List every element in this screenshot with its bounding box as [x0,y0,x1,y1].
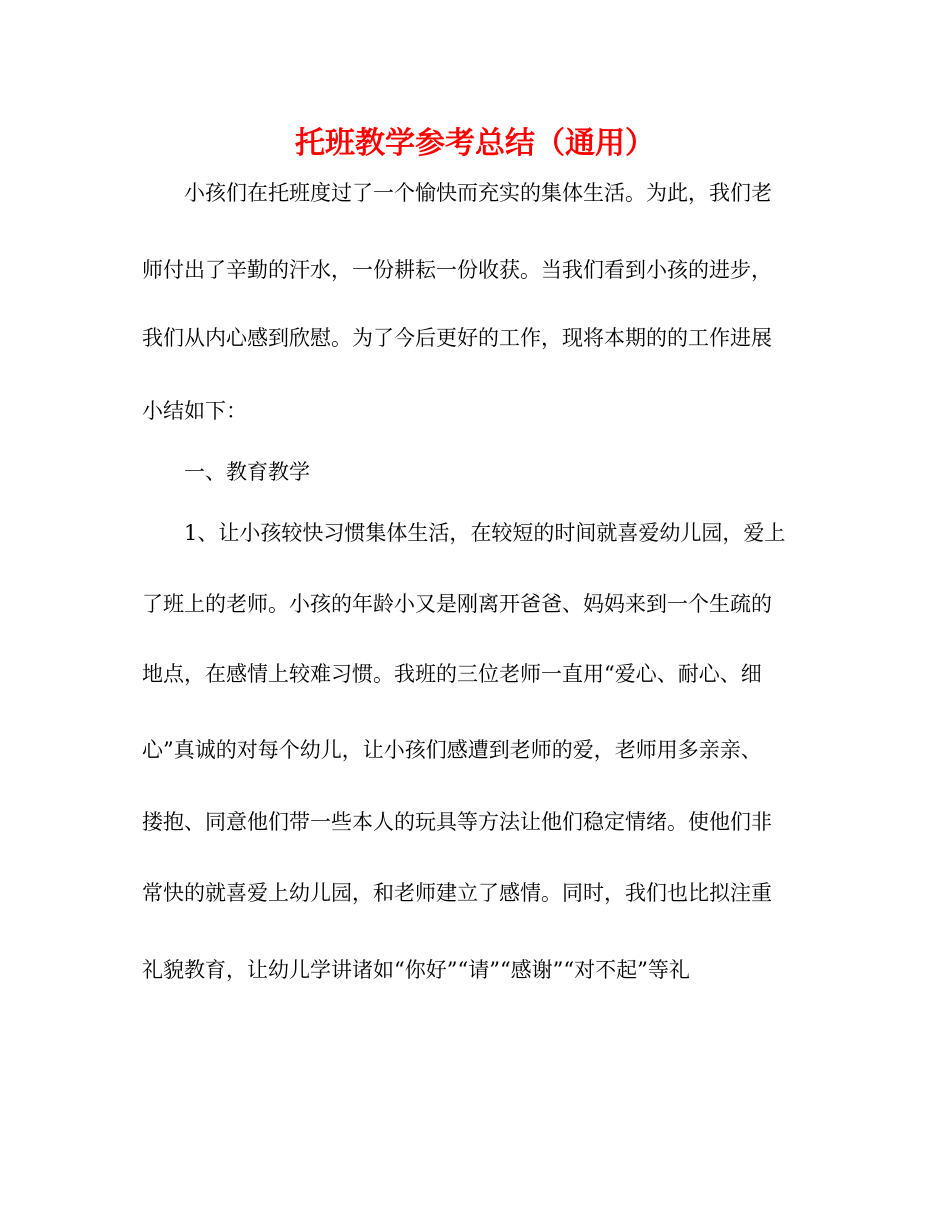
paragraph-line: 心”真诚的对每个幼儿，让小孩们感遭到老师的爱，老师用多亲亲、 [142,738,762,762]
paragraph-line: 常快的就喜爱上幼儿园，和老师建立了感情。同时，我们也比拟注重 [142,881,772,905]
paragraph-line: 了班上的老师。小孩的年龄小又是刚离开爸爸、妈妈来到一个生疏的 [142,592,772,616]
paragraph-line: 礼貌教育，让幼儿学讲诸如“你好”“请”“感谢”“对不起”等礼 [142,958,690,982]
paragraph-line: 小孩们在托班度过了一个愉快而充实的集体生活。为此，我们老 [184,181,772,205]
paragraph-line: 地点，在感情上较难习惯。我班的三位老师一直用“爱心、耐心、细 [142,662,762,686]
paragraph-line: 我们从内心感到欣慰。为了今后更好的工作，现将本期的的工作进展 [142,326,772,350]
paragraph-line: 搂抱、同意他们带一些本人的玩具等方法让他们稳定情绪。使他们非 [142,810,772,834]
document-title: 托班教学参考总结（通用） [295,126,655,161]
paragraph-line: 小结如下： [142,399,247,423]
paragraph-line: 1、让小孩较快习惯集体生活，在较短的时间就喜爱幼儿园，爱上 [184,521,786,545]
section-heading: 一、教育教学 [184,460,310,484]
paragraph-line: 师付出了辛勤的汗水，一份耕耘一份收获。当我们看到小孩的进步， [142,258,772,282]
